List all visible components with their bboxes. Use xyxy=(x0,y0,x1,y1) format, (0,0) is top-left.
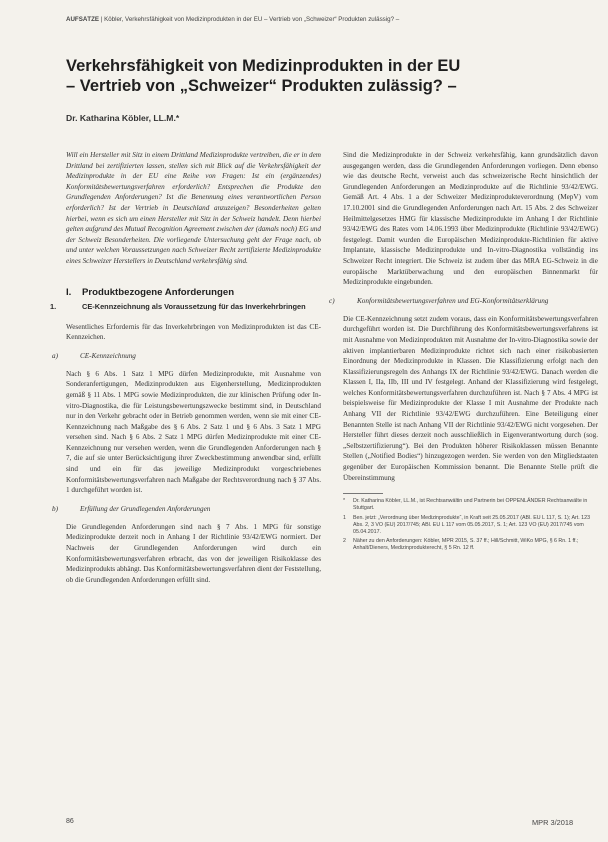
footnote-mark: 1 xyxy=(343,514,346,521)
footnote xyxy=(343,538,598,552)
subheading-number: b) xyxy=(52,504,58,513)
left-column xyxy=(50,150,321,591)
running-head xyxy=(66,16,586,23)
footnote-divider xyxy=(343,493,383,494)
subheading-title: Erfüllung der Grundlegenden Anforderungen xyxy=(80,504,211,513)
footnote xyxy=(343,515,598,537)
article-title xyxy=(66,56,546,96)
header-separator: | xyxy=(100,16,103,23)
paragraph: Sind die Medizinprodukte in der Schweiz verkehrsfähig, kann grundsätzlich davon ausgegangen werden, dass die Grundlegenden Anforderungen vorliegen. Denn ebenso wie das deutsche Recht, verweist auch das schweizerische Recht hinsichtlich der Grundlegenden Anforderungen an Medizinprodukte auf die Richtlinie 93/42/EWG. Gemäß Art. 4 Abs. 1 a der Schweizer Medizinprodukteverordnung (MepV) vom 17.10.2001 sind die Grundlegenden Anforderungen nach Art. 15 Abs. 2 des Schweizer Heilmittelgesetzes HMG für klassische Medizinprodukte im Anhang I der Richtlinie 93/42/EWG des Rates vom 14.06.1993 über Medizinprodukte (Richtlinie 93/42/EWG) festgelegt. Damit wurden die Europäischen Medizinprodukte-Richtlinien für aktive Implantate, klassische Medizinprodukte und In-vitro-Diagnostika vollständig ins Schweizer Recht integriert. Die Schweiz ist zudem über das MRA EG-Schweiz in die europäische Marktüberwachung und den europäischen Binnenmarkt für Medizinprodukte eingebunden. xyxy=(343,151,598,287)
subsection-number: 1. xyxy=(50,301,57,311)
footnotes xyxy=(343,498,598,552)
section-number: I. xyxy=(66,286,72,298)
footnote-mark: 2 xyxy=(343,538,346,545)
author: Dr. Katharina Köbler, LL.M.* xyxy=(66,113,180,123)
paragraph: Wesentliches Erfordernis für das Inverkehrbringen von Medizinprodukten ist das CE-Kennzeichen. xyxy=(66,322,321,342)
footnote-text: Ben. jetzt: „Verordnung über Medizinprodukte“, in Kraft seit 25.05.2017 (ABl. EU L 117, S. 1); Art. 123 Abs. 2, 3 VO (EU) 2017/745; ABl. EU L 117 vom 05.05.2017, S. 1; Art. 123 VO (EU) 2017/745 vom 05.04.2017. xyxy=(353,514,591,536)
subheading-a xyxy=(52,351,321,361)
subheading-title: Konformitätsbewertungsverfahren und EG-Konformitätserklärung xyxy=(357,296,549,305)
section-title: Produktbezogene Anforderungen xyxy=(82,286,235,298)
footnote-mark: * xyxy=(343,498,346,505)
footnote xyxy=(343,498,598,512)
title-line-1: Verkehrsfähigkeit von Medizinprodukten in der EU xyxy=(66,57,461,75)
section-label: AUFSÄTZE xyxy=(66,16,99,23)
paragraph: Nach § 6 Abs. 1 Satz 1 MPG dürfen Medizinprodukte, mit Ausnahme von Sonderanfertigungen, Medizinprodukten aus Eigenherstellung, Medizinprodukten gemäß § 11 Abs. 1 MPG sowie Medizinprodukten, die zur klinischen Prüfung oder In-vitro-Diagnostika, die für Leistungsbewertungszwecke bestimmt sind, in Deutschland nur in den Verkehr gebracht oder in Betrieb genommen werden, wenn sie mit einer CE-Kennzeichnung nach Maßgabe des § 6 Abs. 2 Satz 1 und § 6 Abs. 3 Satz 1 MPG versehen sind. Nach § 6 Abs. 2 Satz 1 MPG dürfen Medizinprodukte mit einer CE-Kennzeichnung nur versehen werden, wenn die Grundlegenden Anforderungen nach § 7, die auf sie unter Berücksichtigung ihrer Zweckbestimmung anwendbar sind, erfüllt sind und ein für das jeweilige Medizinprodukt vorgeschriebenes Konformitätsbewertungsverfahren nach Maßgabe der Rechtsverordnung nach § 37 Abs. 1 durchgeführt worden ist. xyxy=(66,369,321,495)
page-number: 86 xyxy=(66,818,74,825)
paragraph: Die Grundlegenden Anforderungen sind nach § 7 Abs. 1 MPG für sonstige Medizinprodukte derzeit noch in Anhang I der Richtlinie 93/42/EWG normiert. Der Nachweis der Grundlegenden Anforderungen wird durch ein Konformitätsbewertungsverfahren erbracht, das von der jeweiligen Risikoklasse des Medizinprodukts abhängt. Das Konformitätsbewertungsverfahren dient der Feststellung, ob die Grundlegenden Anforderungen erfüllt sind. xyxy=(66,522,321,584)
subheading-title: CE-Kennzeichnung xyxy=(80,351,136,360)
subsection-heading xyxy=(50,301,321,312)
subheading-c xyxy=(329,296,598,306)
title-line-2: – Vertrieb von „Schweizer“ Produkten zulässig? – xyxy=(66,77,457,95)
subheading-number: a) xyxy=(52,351,58,360)
subheading-b xyxy=(52,504,321,514)
subsection-title: CE-Kennzeichnung als Voraussetzung für das Inverkehrbringen xyxy=(82,301,306,311)
abstract: Will ein Hersteller mit Sitz in einem Drittland Medizinprodukte vertreiben, die er in dem Drittland bei zertifizierten lassen, stellen sich mit Blick auf die Verkehrsfähigkeit der Medizinprodukte in der EU eine Reihe von Fragen: Ist ein (ergänzendes) Konformitätsbewertungsverfahren erforderlich? Entsprechen die Produkte den Grundlegenden Anforderungen? Ist die Benennung eines verantwortlichen Person erforderlich? Ist der Vertrieb in Deutschland anzuzeigen? Besonderheiten gelten hierbei, wenn es sich um einen Hersteller mit Sitz in der Schweiz handelt. Denn hierbei gelten aufgrund des Mutual Recognition Agreement zwischen der (damals noch) EG und der Schweiz Besonderheiten. Die vorliegende Untersuchung geht der Frage nach, ob und unter welchen Voraussetzungen nach Schweizer Recht zertifizierte Medizinprodukte eines Schweizer Herstellers in Deutschland verkehrsfähig sind. xyxy=(66,151,321,265)
section-heading xyxy=(66,287,321,298)
footnote-text: Näher zu den Anforderungen: Köbler, MPR 2015, S. 37 ff.; Hill/Schmitt, WiKo MPG, § 6 Rn. 1 ff.; Anhalt/Dieners, Medizinprodukterecht, § 5 Rn. 12 ff. xyxy=(353,538,579,552)
right-column xyxy=(329,150,598,555)
running-title: Köbler, Verkehrsfähigkeit von Medizinprodukten in der EU – Vertrieb von „Schweizer“ Produkten zulässig? – xyxy=(104,16,400,23)
footnote-text: Dr. Katharina Köbler, LL.M., ist Rechtsanwältin und Partnerin bei OPPENLÄNDER Rechtsanwälte in Stuttgart. xyxy=(353,498,588,512)
subheading-number: c) xyxy=(329,296,335,305)
paragraph: Die CE-Kennzeichnung setzt zudem voraus, dass ein Konformitätsbewertungsverfahren durchgeführt worden ist. Die Durchführung des Konformitätsbewertungsverfahrens ist mit Ausnahme von Medizinprodukten mit Ausnahme der In-vitro-Diagnostika sowie der aktiven implantierbaren Medizinprodukte richtet sich nach einer risikobasierten Einordnung der Medizinprodukte in Klassen. Die Klassifizierung erfolgt nach den Klassifizierungsregeln des Anhangs IX der Richtlinie 93/42/EWG. Danach werden die Klassen I, IIa, IIb, III und IV festgelegt. Anhand der Klassifizierung wird festgelegt, welches Konformitätsbewertungsverfahren durchzuführen ist. Nach § 7 Abs. 4 MPG ist beispielsweise für Medizinprodukte der Klasse I mit Ausnahme der Produkte nach Anhang VII der Richtlinie 93/42/EWG durchzuführen. Eine Beteiligung einer Benannten Stelle ist nach Anhang VII der Richtlinie 93/42/EWG nicht vorgesehen. Der Hersteller führt dieses derzeit noch ausschließlich in Eigenverantwortung durch (sog. „Selbstzertifizierung“). Bei den Produkten höherer Risikoklassen müssen Benannte Stellen („Notified Bodies“) hinzugezogen werden. Sie werden von den Mitgliedstaaten gegenüber der Europäischen Kommission benannt. Die Benannte Stelle prüft die Übereinstimmung xyxy=(343,314,598,482)
journal-issue: MPR 3/2018 xyxy=(532,818,574,827)
